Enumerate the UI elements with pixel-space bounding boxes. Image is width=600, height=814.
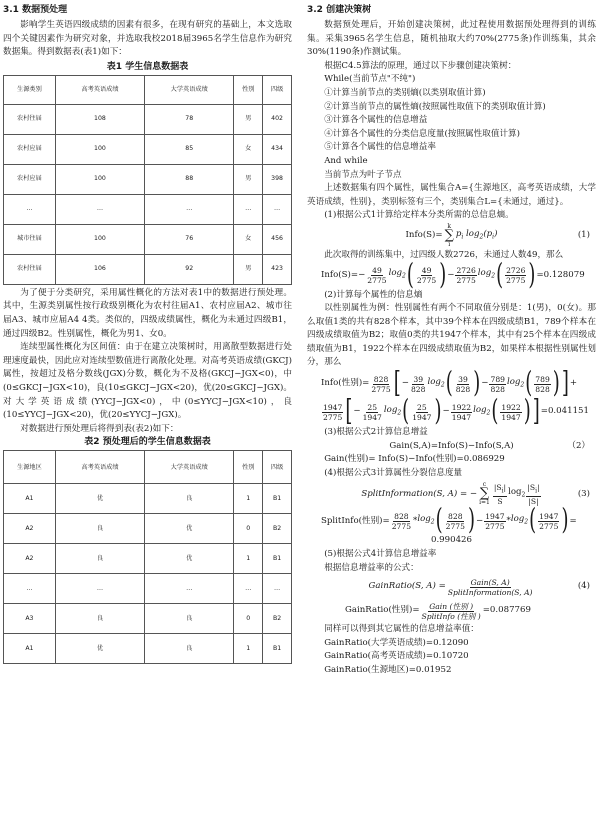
- table-cell: 456: [263, 224, 292, 254]
- table-row: [4, 254, 292, 284]
- paragraph-c45: 根据C4.5算法的原理，通过以下步骤创建决策树：: [324, 60, 517, 71]
- paragraph-sex-example: 以性别属性为例：性别属性有两个不同取值分别是：1(男)，0(女)。那么取值1类的共有828个样本，其中39个样本在四级成绩B1，789个样本在四级成绩取值为B2；取值0类的共1947个样本，其中有25个样本在四级成绩取值为B1，1922个样本在四级成绩取值为B2，如果样本根据性别属性划分，那么: [307, 303, 596, 368]
- table-row: [4, 544, 292, 574]
- table-cell: 男: [234, 164, 263, 194]
- section-title-decision-tree: 3.2 创建决策树: [307, 5, 372, 15]
- paragraph-intro: 影响学生英语四级成绩的因素有很多，在现有研究的基础上，本文选取四个关键因素作为研究对象，并选取我校2018届3965名学生信息作为研究数据集。得到数据表(表1)如下：: [3, 20, 292, 58]
- table2-header-row: [4, 451, 292, 484]
- table-cell: A2: [4, 514, 56, 544]
- equation-4: [307, 575, 596, 599]
- table-cell: …: [4, 194, 56, 224]
- table-cell: 良: [145, 634, 234, 664]
- gainratio-result-line: GainRatio(高考英语成绩)=0.10720: [324, 651, 469, 662]
- gainratio-sex-numerator: Gain (性别 ): [429, 601, 474, 611]
- table-cell: 农村往届: [4, 254, 56, 284]
- table-cell: B1: [263, 544, 292, 574]
- algorithm-step: ⑤计算各个属性的信息增益率: [324, 142, 436, 153]
- paragraph-table2-intro: 对数据进行预处理后将得到表(表2)如下：: [20, 423, 179, 434]
- eq2-number: （2）: [567, 440, 590, 451]
- gainratio-sex-result: =0.087769: [482, 605, 531, 616]
- table-cell: 92: [145, 254, 234, 284]
- table-row: [4, 634, 292, 664]
- paragraph-generalization: 为了便于分类研究，采用属性概化的方法对表1中的数据进行预处理。其中，生源类别属性按行政级别概化为农村往届A1、农村应届A2、城市往届A3、城市应届A4 4类。类似的，四级成绩属性，概化为未通过四级B1，通过四级B2。性别属性，概化为男1、女0。: [3, 287, 292, 339]
- table-cell: 女: [234, 134, 263, 164]
- sum-symbol-icon: k ∑ i: [444, 222, 454, 248]
- table-cell: …: [4, 574, 56, 604]
- info-sex-lhs: Info(性别)=: [321, 378, 370, 389]
- eq1-number: (1): [577, 230, 590, 241]
- table-cell: B1: [263, 484, 292, 514]
- table-cell: B2: [263, 514, 292, 544]
- table1-header-row: [4, 75, 292, 104]
- table-cell: A1: [4, 484, 56, 514]
- step-2-text: (2)计算每个属性的信息熵: [324, 289, 423, 300]
- table-cell: 434: [263, 134, 292, 164]
- gain-sex: Gain(性别)= Info(S)−Info(性别)=0.086929: [324, 454, 505, 465]
- table-row: [4, 134, 292, 164]
- equation-info-sex-b: $\frac{1947}{2775}$ [ − $\frac{25}{1947}$ $\log_2$ ( $\frac{25}{1947}$ ) − $\frac{1922}{1947}$ $\log_2$ ( $\frac{1922}{1947}$ ) ] =0.041151: [323, 394, 589, 429]
- table-cell: A3: [4, 604, 56, 634]
- table-cell: 398: [263, 164, 292, 194]
- table1-caption: 表1 学生信息数据表: [106, 61, 189, 72]
- table-header-cell: 四级: [263, 451, 292, 484]
- table-header-cell: 生源类别: [4, 75, 56, 104]
- table-cell: 农村往届: [4, 104, 56, 134]
- algorithm-step: 当前节点为叶子节点: [324, 169, 402, 180]
- table-cell: 优: [55, 484, 144, 514]
- table2: [3, 450, 292, 664]
- eq3-lhs: SplitInformation(S, A) = −: [361, 488, 478, 499]
- info-sex-result: =0.041151: [540, 406, 589, 417]
- table-cell: 106: [55, 254, 144, 284]
- equation-1: Info(S)= k ∑ i $p_i$ $\log_2(p_i)$ (1): [405, 222, 590, 248]
- info-s-result: =0.128079: [536, 269, 585, 280]
- table-row: [4, 104, 292, 134]
- table-cell: 良: [145, 484, 234, 514]
- equation-info-sex-a: Info(性别)= $\frac{828}{2775}$ [ − $\frac{39}{828}$ $\log_2$ ( $\frac{39}{828}$ ) − $\frac{789}{828}$ $\log_2$ ( $\frac{789}{828}$ ) ] +: [321, 366, 578, 401]
- paragraph-other-ratios: 同样可以得到其它属性的信息增益率值：: [324, 624, 479, 635]
- table-cell: 88: [145, 164, 234, 194]
- table-cell: 100: [55, 224, 144, 254]
- section-title-preprocessing: 3.1 数据预处理: [3, 5, 68, 15]
- table-cell: 女: [234, 224, 263, 254]
- table-cell: …: [263, 194, 292, 224]
- table-header-cell: 四级: [263, 75, 292, 104]
- algorithm-steps: [307, 73, 596, 182]
- table-cell: B1: [263, 634, 292, 664]
- splitinfo-sex-result: 0.990426: [430, 535, 472, 546]
- table-cell: 100: [55, 164, 144, 194]
- paragraph-training-counts: 此次取得的训练集中，过四级人数2726，未通过人数49，那么: [324, 249, 564, 260]
- table-row: [4, 514, 292, 544]
- eq2-text: Gain(S,A)=Info(S)−Info(S,A): [389, 440, 514, 451]
- paragraph-attributes: 上述数据集有四个属性，属性集合A={生源地区，高考英语成绩，大学英语成绩，性别}，类别标签有三个，类别集合L={未通过，通过}。: [307, 183, 596, 207]
- step-4-text: (4)根据公式3计算属性分裂信息度量: [324, 467, 463, 478]
- table-row: [4, 484, 292, 514]
- eq1-lhs: Info(S)=: [405, 230, 443, 241]
- table-cell: 良: [145, 604, 234, 634]
- paragraph-training-set: 数据预处理后，开始创建决策树，此过程使用数据预处理得到的训练集。采集3965名学生信息，随机抽取大约70%(2775条)作训练集，其余30%(1190条)作测试集。: [307, 20, 596, 58]
- step-5-text: (5)根据公式4计算信息增益率: [324, 549, 437, 560]
- table1: [3, 75, 292, 285]
- table-cell: 优: [145, 514, 234, 544]
- table-row: [4, 164, 292, 194]
- table-header-cell: 性别: [234, 75, 263, 104]
- table-cell: B2: [263, 604, 292, 634]
- step-1-text: (1)根据公式1计算给定样本分类所需的总信息熵。: [324, 210, 514, 221]
- table-cell: 优: [55, 634, 144, 664]
- table-cell: 108: [55, 104, 144, 134]
- right-column: [307, 4, 596, 678]
- equation-gainratio-sex: [307, 599, 596, 623]
- algorithm-step: ①计算当前节点的类别熵(以类别取值计算): [324, 87, 486, 98]
- table-cell: 100: [55, 134, 144, 164]
- table-row: [4, 194, 292, 224]
- table-cell: 85: [145, 134, 234, 164]
- table-cell: …: [55, 574, 144, 604]
- equation-2: [307, 440, 596, 454]
- table-cell: 1: [234, 544, 263, 574]
- table-cell: 农村应届: [4, 134, 56, 164]
- table-cell: 1: [234, 484, 263, 514]
- table-cell: 男: [234, 254, 263, 284]
- table-header-cell: 生源地区: [4, 451, 56, 484]
- table-cell: 良: [55, 544, 144, 574]
- table-cell: A1: [4, 634, 56, 664]
- table-header-cell: 高考英语成绩: [55, 75, 144, 104]
- table-cell: 良: [55, 604, 144, 634]
- table-row: [4, 224, 292, 254]
- table-cell: 0: [234, 514, 263, 544]
- algorithm-step: And while: [324, 155, 368, 166]
- table-cell: …: [263, 574, 292, 604]
- table-row: [4, 604, 292, 634]
- table-cell: A2: [4, 544, 56, 574]
- eq3-number: (3): [577, 488, 590, 499]
- algorithm-step: While(当前节点"不纯"): [324, 74, 416, 85]
- table-cell: …: [234, 574, 263, 604]
- gainratio-sex-denominator: SplitInfo (性别 ): [421, 611, 481, 621]
- table-cell: 男: [234, 104, 263, 134]
- table-row: [4, 574, 292, 604]
- table-cell: 城市往届: [4, 224, 56, 254]
- algorithm-step: ③计算各个属性的信息增益: [324, 115, 428, 126]
- gainratio-sex-lhs: GainRatio(性别)=: [345, 605, 420, 616]
- table-header-cell: 性别: [234, 451, 263, 484]
- paragraph-gainratio-formula: 根据信息增益率的公式：: [324, 562, 419, 573]
- algorithm-step: ④计算各个属性的分类信息度量(按照属性取值计算): [324, 128, 520, 139]
- table-cell: 优: [145, 544, 234, 574]
- left-column: [3, 4, 292, 664]
- equation-info-s: Info(S)=− $\frac{49}{2775}$ $\log_2$ ( $\frac{49}{2775}$ ) − $\frac{2726}{2775}$ $\log_2$ ( $\frac{2726}{2775}$ ) =0.128079: [321, 257, 585, 292]
- table-cell: 农村应届: [4, 164, 56, 194]
- gainratio-result-line: GainRatio(大学英语成绩)=0.12090: [324, 637, 469, 648]
- table-cell: 423: [263, 254, 292, 284]
- table-cell: 1: [234, 634, 263, 664]
- table-cell: …: [234, 194, 263, 224]
- table-cell: …: [145, 194, 234, 224]
- equation-3: SplitInformation(S, A) = − c ∑ i=1 $\frac{|S_i|}{S}$ $\log_2$ $\frac{|S_i|}{|S|}$ (3): [361, 481, 590, 507]
- table-cell: 402: [263, 104, 292, 134]
- gainratio-result-line: GainRatio(生源地区)=0.01952: [324, 665, 452, 675]
- table-cell: …: [55, 194, 144, 224]
- eq4-lhs: GainRatio(S, A) =: [368, 581, 446, 592]
- table2-caption: 表2 预处理后的学生信息数据表: [84, 437, 211, 448]
- eq4-numerator: Gain(S, A): [470, 577, 510, 587]
- equation-splitinfo-sex: SplitInfo(性别)= $\frac{828}{2775}$ * $\log_2$ ( $\frac{828}{2775}$ ) − $\frac{1947}{2775}$ * $\log_2$ ( $\frac{1947}{2775}$ ) =: [321, 503, 577, 538]
- step-3-text: (3)根据公式2计算信息增益: [324, 427, 428, 438]
- table-header-cell: 大学英语成绩: [145, 75, 234, 104]
- algorithm-step: ②计算当前节点的属性熵(按照属性取值下的类别取值计算): [324, 101, 546, 112]
- paragraph-continuous: 连续型属性概化为区间值：由于在建立决策树时，用离散型数据进行处理速度最快，因此应对连续型数值进行离散化处理。对高考英语成绩(GKCJ)属性，按超过及格分数线(JGX)分数，概化为不及格(GKCJ−JGX<0)，中(0≤GKCJ−JGX<10)，良(10≤GKCJ−JGX<20)，优(20≤GKCJ−JGX)。对大学英语成绩(YYCJ−JGX<0)，中(0≤YYCJ−JGX<10)，良(10≤YYCJ−JGX<20)，优(20≤YYCJ−JGX)。: [3, 342, 292, 421]
- table-cell: 76: [145, 224, 234, 254]
- gainratio-results: [307, 637, 596, 678]
- table-cell: 78: [145, 104, 234, 134]
- table-cell: …: [145, 574, 234, 604]
- eq4-number: (4): [577, 581, 590, 592]
- table-cell: 良: [55, 514, 144, 544]
- table-header-cell: 高考英语成绩: [55, 451, 144, 484]
- table-cell: 0: [234, 604, 263, 634]
- eq4-denominator: SplitInformation(S, A): [447, 587, 533, 597]
- splitinfo-sex-lhs: SplitInfo(性别)=: [321, 515, 390, 526]
- table-header-cell: 大学英语成绩: [145, 451, 234, 484]
